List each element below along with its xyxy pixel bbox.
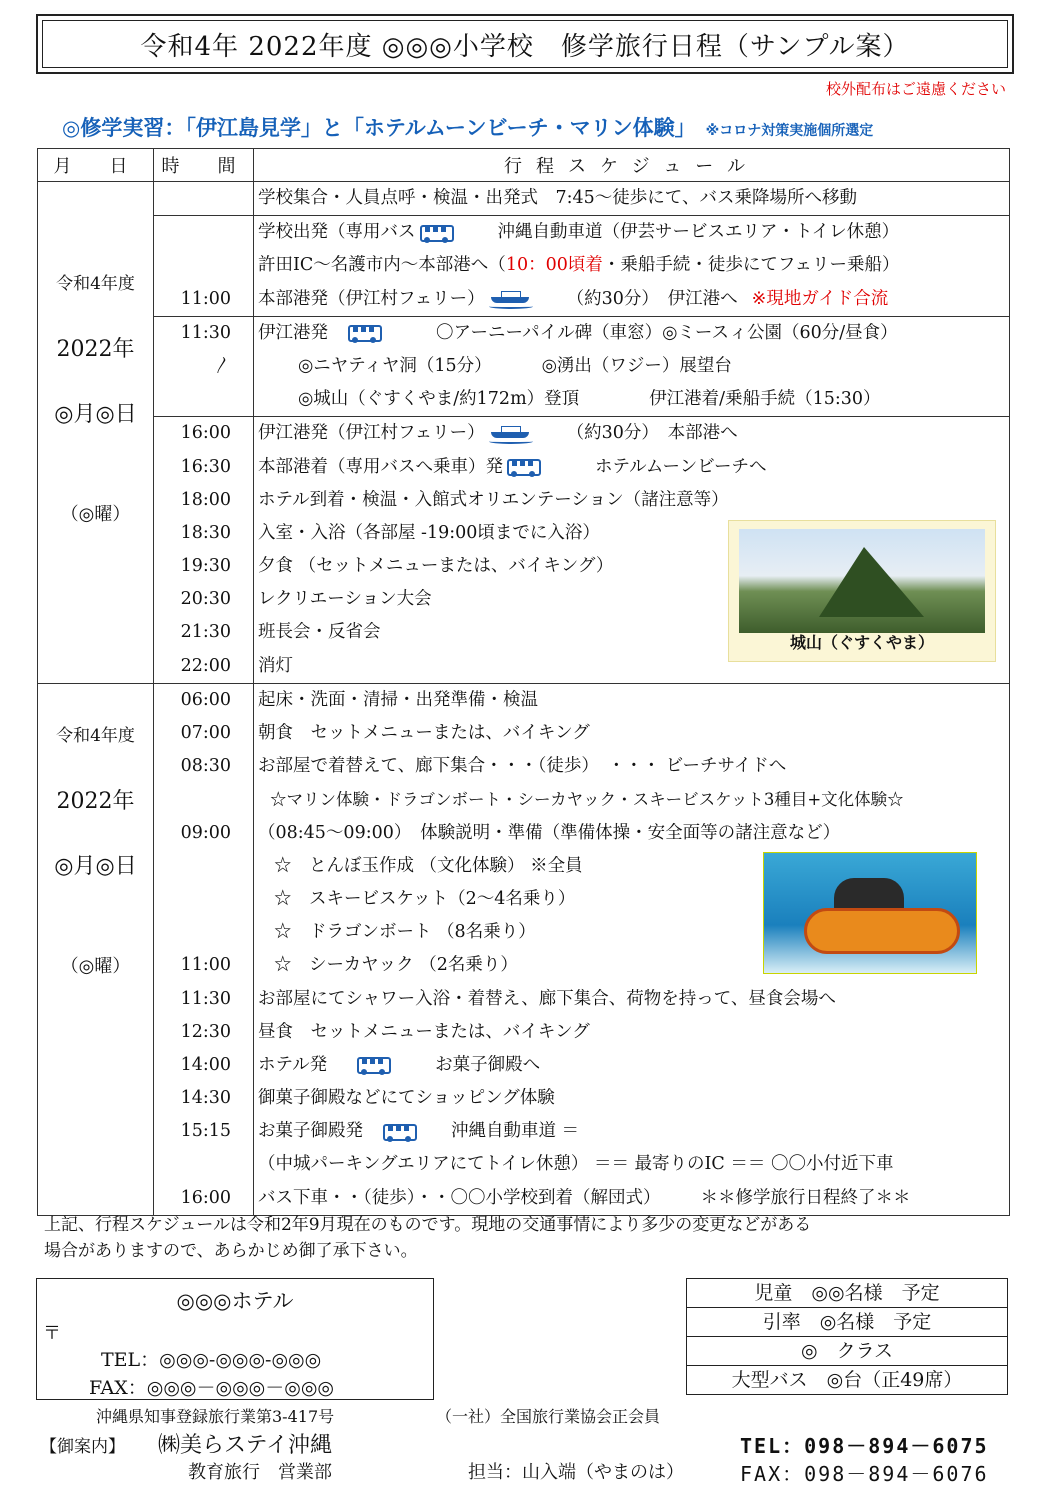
time: 11:00 [154,283,253,317]
time [154,216,253,249]
time: 12:30 [180,1021,231,1042]
arrival-time-highlight: 10：00頃着 [505,255,603,276]
schedule-text: 学校集合・人員点呼・検温・出発式 7:45～徒歩にて、バス乗降場所へ移動 [258,188,857,208]
schedule-text: 消灯 [258,655,293,676]
schedule-text: レクリエーション大会 [258,589,432,610]
day2-weekday: （◎曜） [60,955,131,977]
schedule-text: 伊江港発（伊江村フェリー） [258,423,485,444]
bus-icon [383,1122,417,1142]
day2-time-cell [154,683,254,1215]
footnote [44,1212,811,1264]
company-tel: TEL：098－894－6075 [740,1434,989,1458]
schedule-line [254,1148,1009,1181]
schedule-text: ☆ スキービスケット（2～4名乗り） [274,888,576,909]
company-name: ㈱美らステイ沖縄 [158,1433,333,1458]
schedule-line [254,750,1009,783]
bus-icon [348,323,382,343]
schedule-text: （約30分） 本部港へ [566,423,738,444]
association-member: （一社）全国旅行業協会正会員 [436,1407,661,1426]
day2-label: 令和4年度 [56,725,135,746]
schedule-text: 伊江港発 [258,322,328,343]
schedule-text: 沖縄自動車道 ＝ [451,1121,580,1142]
time: 14:00 [180,1054,231,1075]
info-teachers: 引率 ◎名様 予定 [687,1308,1007,1337]
schedule-text: 入室・入浴（各部屋 -19:00頃までに入浴） [258,522,600,543]
schedule-line [254,317,1009,350]
schedule-text: ☆ シーカヤック （2名乗り） [274,955,518,976]
schedule-line [254,451,1009,484]
schedule-text: ホテル到着・検温・入館式オリエンテーション（諸注意等） [258,489,729,510]
schedule-text: 沖縄自動車道（伊芸サービスエリア・トイレ休憩） [497,222,900,243]
time [154,850,253,883]
marine-photo [763,852,977,974]
postal-mark: 〒 [43,1323,61,1344]
schedule-text: 夕食 （セットメニューまたは、バイキング） [258,556,614,577]
time: 18:30 [180,522,231,543]
schedule-line [254,684,1009,717]
day1-label: 令和4年度 [56,273,135,294]
schedule-line [254,983,1009,1016]
schedule-text: 班長会・反省会 [258,622,381,643]
schedule-table [37,148,1010,1216]
department: 教育旅行 営業部 [188,1462,332,1483]
schedule-text: 昼食 セットメニューまたは、バイキング [258,1021,590,1042]
schedule-line [254,1115,1009,1148]
schedule-text: ホテル発 [258,1054,328,1075]
time: 11:30 [180,322,231,343]
schedule-text: （中城パーキングエリアにてトイレ休憩） ＝＝ 最寄りのIC ＝＝ 〇〇小付近下車 [258,1154,894,1175]
header-time: 時 間 [154,149,254,182]
schedule-text: お部屋にてシャワー入浴・着替え、廊下集合、荷物を持って、昼食会場へ [258,988,836,1009]
bus-icon [507,457,541,477]
day2-date: ◎月◎日 [54,853,137,879]
bus-icon [420,223,454,243]
schedule-text: お部屋で着替えて、廊下集合・・・（徒歩） ・・・ ビーチサイドへ [258,756,787,777]
page-title: 令和4年 2022年度 ◎◎◎小学校 修学旅行日程（サンプル案） [42,20,1008,68]
schedule-text: ☆マリン体験・ドラゴンボート・シーカヤック・スキービスケット3種目+文化体験☆ [270,790,904,810]
day1-date-cell [38,182,154,684]
subtitle [62,112,873,142]
schedule-line [254,1016,1009,1049]
time [154,783,253,816]
time: 11:30 [180,988,231,1009]
schedule-line [254,1182,1009,1215]
schedule-line [254,249,1009,282]
subtitle-main: ◎修学実習：「伊江島見学」と「ホテルムーンビーチ・マリン体験」 [62,116,696,140]
day2-date-cell [38,683,154,1215]
day1-year: 2022年 [56,336,135,362]
day1-time-cell [154,182,254,684]
time: 09:00 [180,822,231,843]
schedule-text: お菓子御殿発 [258,1121,363,1142]
time: 15:15 [180,1121,231,1142]
schedule-text: 〇アーニーパイル碑（車窓）◎ミースィ公園（60分/昼食） [436,322,898,343]
hotel-fax: FAX：◎◎◎－◎◎◎－◎◎◎ [89,1377,334,1399]
schedule-text: ・乗船手続・徒歩にてフェリー乗船） [602,255,900,276]
time [154,916,253,949]
time: 16:00 [180,1187,231,1208]
schedule-text: ☆ とんぼ玉作成 （文化体験） ※全員 [274,855,583,876]
schedule-text: 起床・洗面・清掃・出発準備・検温 [258,689,538,710]
schedule-line [254,783,1009,816]
ferry-icon [489,424,533,444]
time: 16:00 [180,423,231,444]
ferry-icon [489,289,533,309]
title-box [36,14,1014,74]
schedule-text: ＊＊修学旅行日程終了＊＊ [700,1187,911,1208]
schedule-line [254,350,1009,383]
schedule-text: バス下車・・（徒歩）・・〇〇小学校到着（解団式） [258,1187,661,1208]
table-header-row [38,149,1010,182]
schedule-text: ◎湧出（ワジー）展望台 [541,355,732,376]
contact-person: 担当：山入端（やまのは） [468,1462,684,1483]
time: 11:00 [180,955,231,976]
info-buses: 大型バス ◎台（正49席） [731,1369,963,1391]
time: 〳 [213,355,231,376]
time [154,249,253,282]
notice-text: 校外配布はご遠慮ください [825,80,1006,98]
guide-highlight: ※現地ガイド合流 [751,288,889,309]
participants-box [686,1278,1008,1395]
schedule-text: ☆ ドラゴンボート （8名乗り） [274,922,536,943]
schedule-text: ホテルムーンビーチへ [595,456,767,477]
schedule-text: 学校出発（専用バス [258,222,416,243]
time: 22:00 [180,655,231,676]
registration-number: 沖縄県知事登録旅行業第3-417号 [96,1407,335,1426]
schedule-line [254,417,1009,450]
schedule-text: （08:45～09:00） 体験説明・準備（準備体操・安全面等の諸注意など） [258,822,841,843]
mountain-image [739,529,985,633]
schedule-line [254,484,1009,517]
schedule-text: 御菓子御殿などにてショッピング体験 [258,1088,555,1109]
company-fax: FAX：098－894－6076 [740,1462,989,1486]
time [154,1148,253,1181]
ski-biscuit-image [804,908,960,954]
schedule-line [254,383,1009,417]
schedule-text: 許田IC～名護市内～本部港へ（ [258,255,506,276]
time: 19:30 [180,556,231,577]
schedule-line [254,1082,1009,1115]
time: 16:30 [180,456,231,477]
schedule-text: 伊江港着/乗船手続（15:30） [649,389,881,410]
hotel-tel: TEL：◎◎◎-◎◎◎-◎◎◎ [101,1349,322,1371]
day1-date: ◎月◎日 [54,401,137,427]
schedule-text: ◎城山（ぐすくやま/約172m）登頂 [298,389,580,410]
time: 20:30 [180,589,231,610]
time [154,182,253,216]
time: 21:30 [180,622,231,643]
schedule-line [254,182,1009,216]
time: 08:30 [180,756,231,777]
schedule-line [254,283,1009,317]
schedule-line [254,817,1009,850]
info-classes: ◎ クラス [687,1337,1007,1366]
subtitle-note: ※コロナ対策実施個所選定 [705,123,874,139]
header-schedule: 行程スケジュール [254,149,1010,182]
time: 07:00 [180,723,231,743]
schedule-text: お菓子御殿へ [435,1054,541,1075]
photo-caption: 城山（ぐすくやま） [789,633,934,652]
time [154,883,253,916]
day1-weekday: （◎曜） [60,503,131,525]
schedule-text: 本部港着（専用バスへ乗車）発 [258,456,503,477]
schedule-line [254,717,1009,750]
schedule-text: （約30分） 伊江港へ [566,288,738,309]
schedule-text: 本部港発（伊江村フェリー） [258,288,485,309]
guide-label: 【御案内】 [40,1437,125,1457]
time: 06:00 [180,689,231,710]
bus-icon [357,1055,391,1075]
header-date: 月 日 [38,149,154,182]
time [154,383,253,417]
day2-year: 2022年 [56,788,135,814]
time: 14:30 [180,1088,231,1109]
hotel-box [36,1278,434,1400]
schedule-text: 朝食 セットメニューまたは、バイキング [258,723,590,743]
schedule-text: ◎ニヤティヤ洞（15分） [298,355,492,376]
footnote-line2: 場合がありますので、あらかじめ御了承下さい。 [44,1241,418,1261]
hotel-name: ◎◎◎ホテル [176,1289,294,1313]
footnote-line1: 上記、行程スケジュールは令和2年9月現在のものです。現地の交通事情により多少の変更などがある [44,1215,812,1235]
gusukuyama-photo [728,520,996,662]
schedule-line [254,216,1009,249]
schedule-line [254,1049,1009,1082]
info-students: 児童 ◎◎名様 予定 [687,1279,1007,1308]
time: 18:00 [180,489,231,510]
